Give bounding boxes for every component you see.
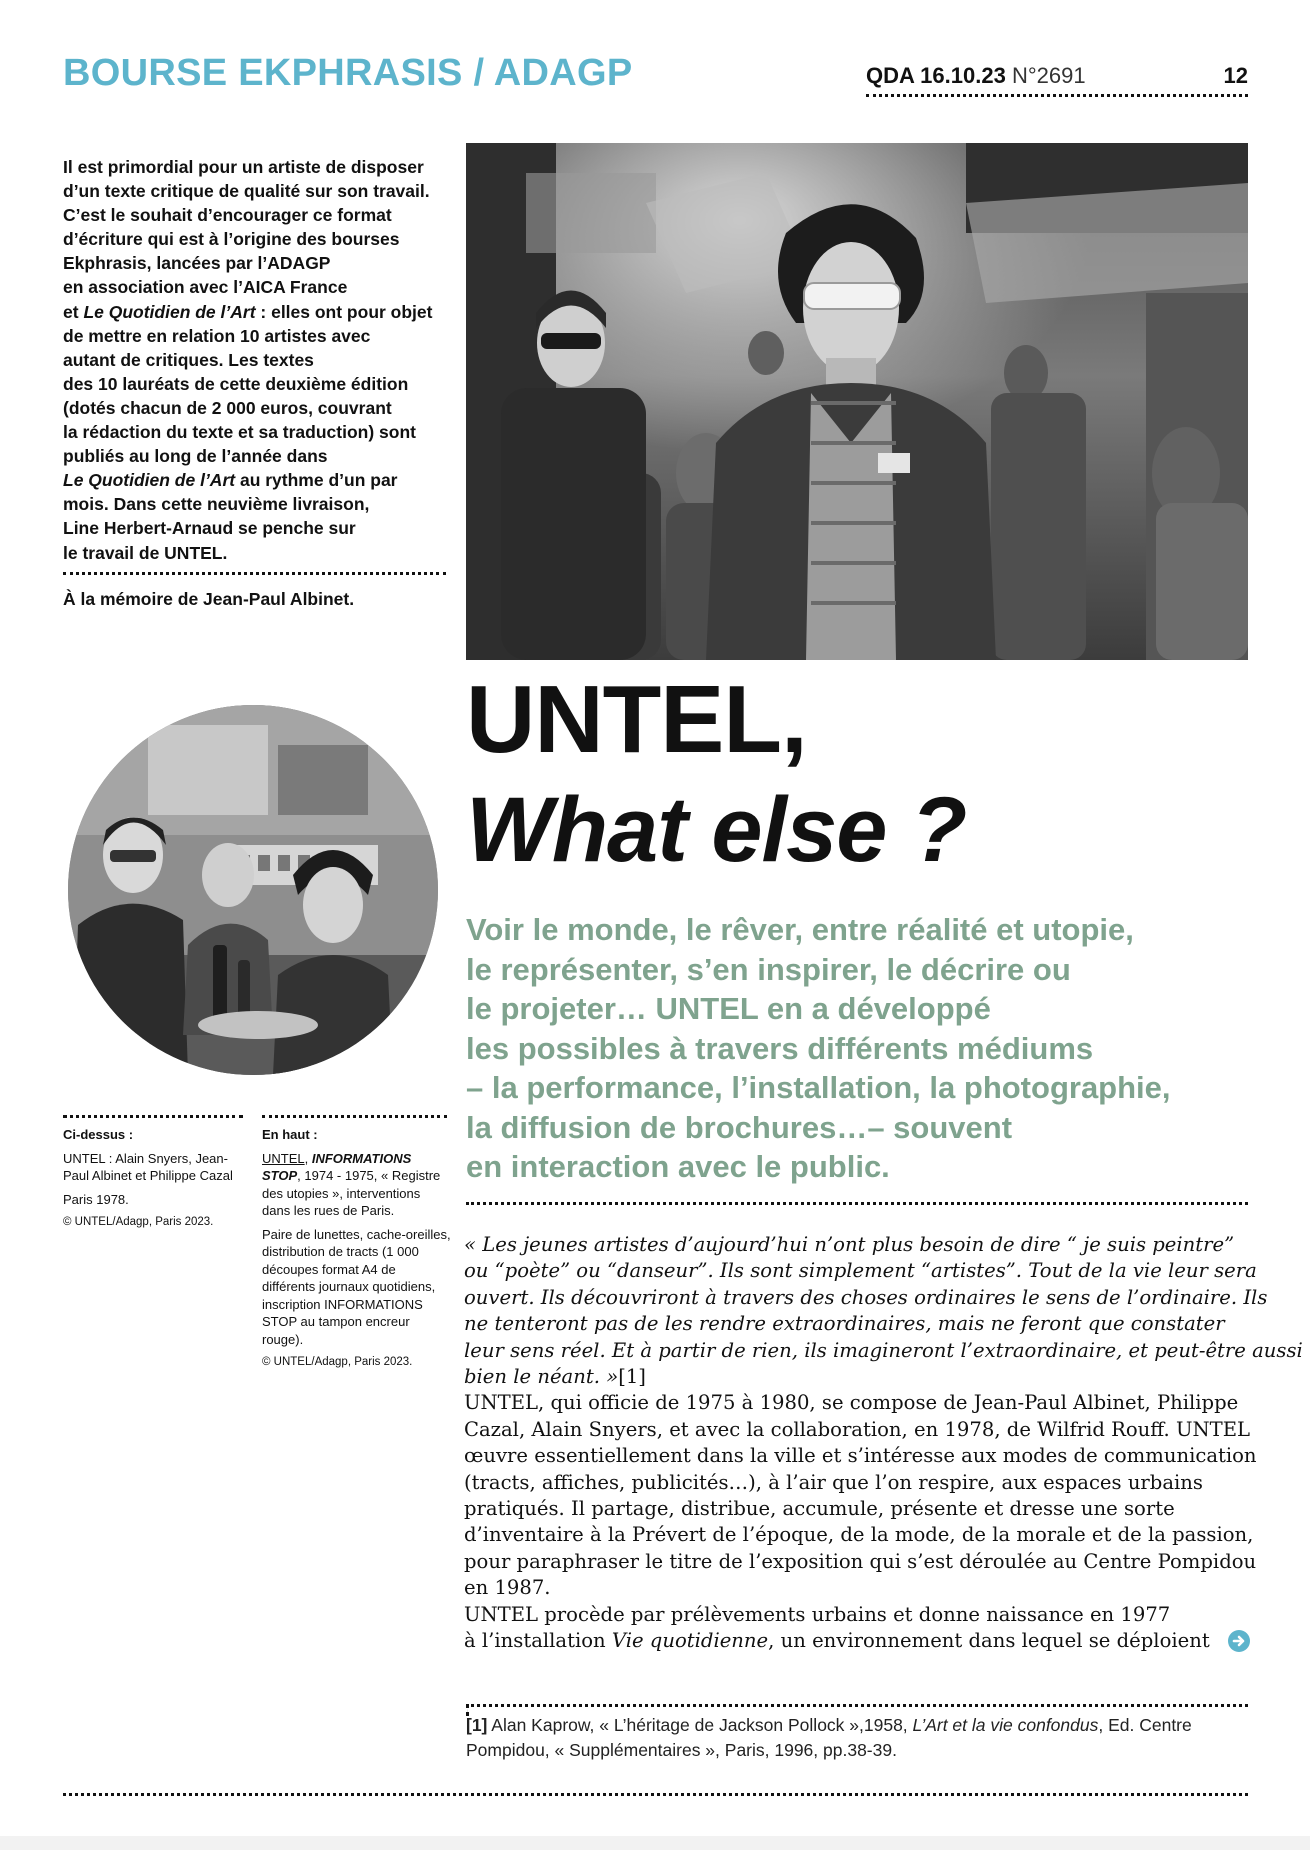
footnote-reference[interactable]: [1] (618, 1365, 646, 1389)
quote-end: bien le néant. » (464, 1365, 619, 1389)
quote-line: « Les jeunes artistes d’aujourd’hui n’ont plus besoin de dire “ je suis peintre” (464, 1233, 1235, 1256)
caption-left-copyright: © UNTEL/Adagp, Paris 2023. (63, 1216, 214, 1228)
caption-divider-right (262, 1115, 447, 1118)
intro-divider (63, 572, 446, 575)
page-bottom-band (0, 1836, 1310, 1850)
caption-divider-left (63, 1115, 243, 1118)
paragraph-line: (tracts, affiches, publicités…), à l’air que l’on respire, aux espaces urbains (464, 1470, 1203, 1494)
paragraph-line: UNTEL procède par prélèvements urbains et donne naissance en 1977 (464, 1602, 1171, 1626)
footnote-text: Alan Kaprow, « L’héritage de Jackson Pollock »,1958, (487, 1715, 913, 1735)
footnote-book-title: L’Art et la vie confondus (912, 1715, 1099, 1735)
paragraph-line (464, 1628, 1254, 1654)
section-title: BOURSE EKPHRASIS / ADAGP (63, 52, 633, 94)
footnote (466, 1713, 1256, 1762)
quote-last-line (464, 1364, 1254, 1390)
headline-title: UNTEL, (466, 666, 807, 773)
quote-line: ou “poète” ou “danseur”. Ils sont simplement “artistes”. Tout de la vie leur sera (464, 1259, 1257, 1283)
paragraph-line: Cazal, Alain Snyers, et avec la collaboration, en 1978, de Wilfrid Rouff. UNTEL (464, 1417, 1251, 1441)
issue-line (866, 63, 1248, 91)
paragraph-line: d’inventaire à la Prévert de l’époque, de la mode, de la morale et de la passion, (464, 1523, 1254, 1547)
intro-part-2: : elles ont pour objet de mettre en relation 10 artistes avec autant de critiques. Les textes des 10 lauréats de cette deuxième édition (dotés chacun de 2 000 euros, couvrant la rédaction du texte et sa traduction) sont publiés au long de l’année dans (63, 301, 433, 467)
caption-left-line1: UNTEL : Alain Snyers, Jean-Paul Albinet et Philippe Cazal (63, 1150, 233, 1183)
paragraph-text: à l’installation (464, 1629, 612, 1653)
paragraph-line: œuvre essentiellement dans la ville et s’intéresse aux modes de communication (464, 1444, 1257, 1468)
footnote-text: , Ed. Centre Pompidou, « Supplémentaires », Paris, 1996, pp.38-39. (466, 1715, 1192, 1760)
arrow-right-circle-icon[interactable] (1228, 1630, 1250, 1652)
intro-part-3: au rythme d’un par mois. Dans cette neuvième livraison, Line Herbert-Arnaud se penche sur le travail de UNTEL. (63, 470, 398, 563)
intro-text (63, 155, 455, 565)
group-portrait-image (68, 705, 438, 1075)
quote-line: ouvert. Ils découvriront à travers des choses ordinaires le sens de l’ordinaire. Ils (464, 1285, 1268, 1309)
issue-number: N°2691 (1011, 63, 1086, 88)
caption-right-line2: Paire de lunettes, cache-oreilles, distribution de tracts (1 000 découpes format A4 de différents journaux quotidiens, inscription INFORMATIONS STOP au tampon encreur rouge). (262, 1226, 451, 1347)
header-divider (866, 94, 1248, 97)
arrow-right-icon (1228, 1630, 1250, 1652)
bottom-divider (63, 1793, 1248, 1796)
dedication: À la mémoire de Jean-Paul Albinet. (63, 589, 355, 609)
paragraph-line: en 1987. (464, 1576, 551, 1600)
hero-photo (466, 143, 1248, 660)
caption-artist: UNTEL (262, 1150, 305, 1166)
issue-date: QDA 16.10.23 (866, 63, 1006, 88)
standfirst: Voir le monde, le rêver, entre réalité et utopie, le représenter, s’en inspirer, le décrire ou le projeter… UNTEL en a développé les possibles à travers différents médiums – la performance, l’installation, la photographie, la diffusion de brochures…– souvent en interaction avec le public. (466, 912, 1171, 1184)
caption-left-line2: Paris 1978. (63, 1191, 129, 1207)
paragraph-line: UNTEL, qui officie de 1975 à 1980, se compose de Jean-Paul Albinet, Philippe (464, 1391, 1239, 1415)
intro-part-1: Il est primordial pour un artiste de disposer d’un texte critique de qualité sur son travail. C’est le souhait d’encourager ce format d’écriture qui est à l’origine des bourses Ekphrasis, lancées par l’ADAGP en association avec l’AICA France et (63, 157, 430, 322)
caption-right-heading: En haut : (262, 1127, 318, 1142)
footnote-number: [1] (466, 1715, 488, 1735)
page-number: 12 (1223, 63, 1248, 88)
group-photo (68, 705, 438, 1075)
footnote-divider (466, 1704, 1248, 1707)
quote-line: leur sens réel. Et à partir de rien, ils imagineront l’extraordinaire, et peut-être aussi (464, 1338, 1303, 1362)
street-scene-image (466, 143, 1248, 660)
caption-left (63, 1126, 248, 1238)
standfirst-divider (466, 1202, 1248, 1205)
caption-right (262, 1126, 452, 1378)
paragraph-line: pratiqués. Il partage, distribue, accumule, présente et dresse une sorte (464, 1497, 1175, 1521)
caption-right-details: , 1974 - 1975, « Registre des utopies », interventions dans les rues de Paris. (262, 1168, 441, 1218)
paragraph-line: pour paraphraser le titre de l’exposition qui s’est déroulée au Centre Pompidou (464, 1549, 1257, 1573)
paragraph-text: , un environnement dans lequel se déploient (768, 1629, 1210, 1653)
caption-right-copyright: © UNTEL/Adagp, Paris 2023. (262, 1356, 413, 1368)
work-title: Vie quotidienne (611, 1629, 769, 1653)
caption-left-heading: Ci-dessus : (63, 1127, 134, 1142)
headline-subtitle: What else ? (466, 779, 967, 881)
quote-line: ne tenteront pas de les rendre extraordinaires, mais ne feront que constater (464, 1312, 1225, 1336)
caption-work-title: INFORMATIONS STOP (262, 1150, 412, 1183)
caption-separator: , (304, 1150, 312, 1166)
caption-right-line1 (262, 1150, 452, 1220)
article-body (464, 1232, 1303, 1655)
publication-name: Le Quotidien de l’Art (83, 301, 256, 322)
publication-name: Le Quotidien de l’Art (63, 470, 236, 491)
